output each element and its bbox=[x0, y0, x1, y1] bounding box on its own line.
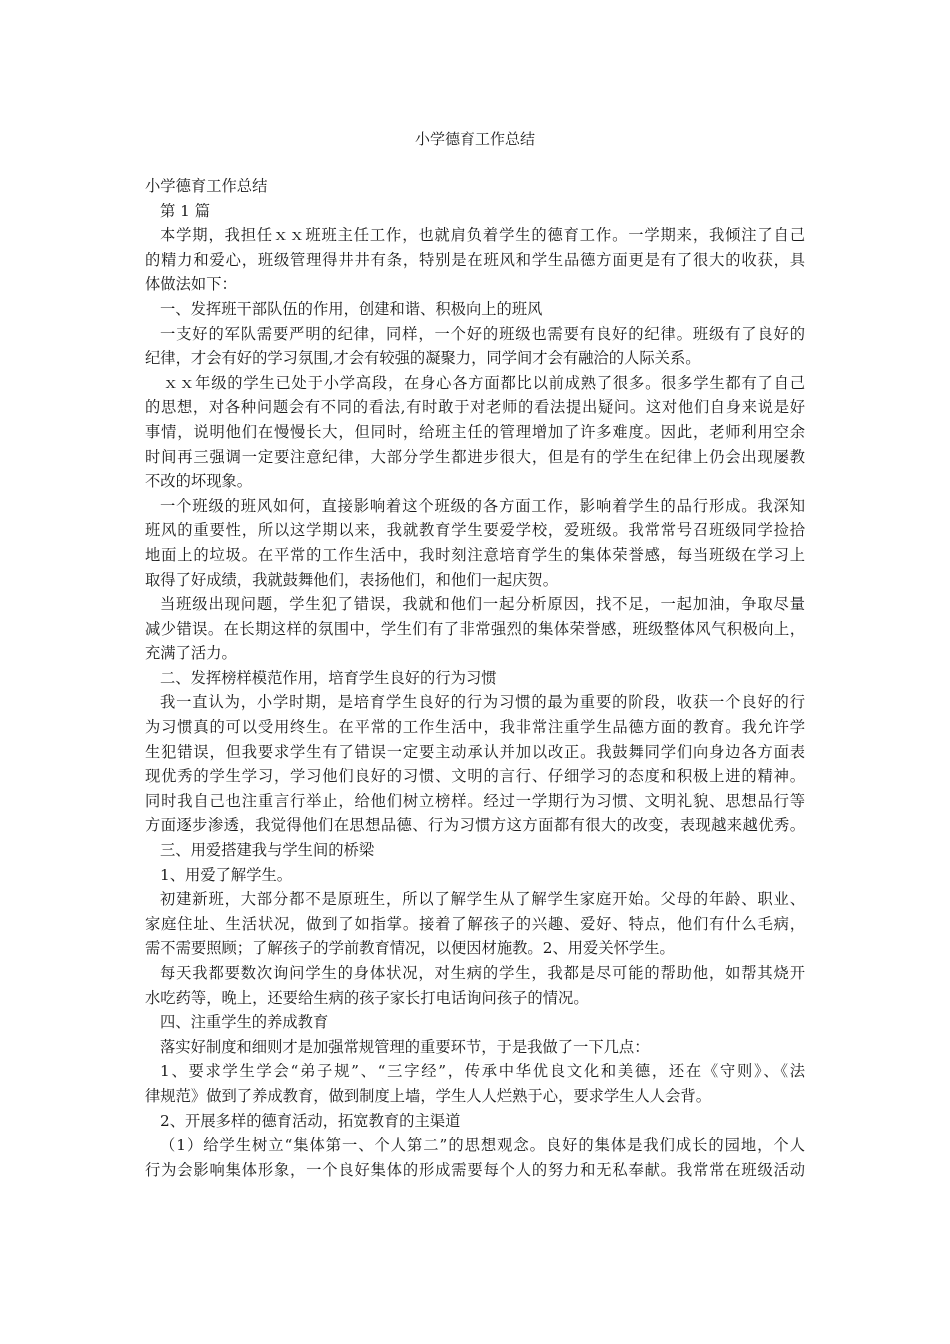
text-line: 的精力和爱心，班级管理得井井有条，特别是在班风和学生品德方面更是有了很大的收获，具 bbox=[145, 250, 805, 269]
text-line: 家庭住址、生活状况，做到了如指掌。接着了解孩子的兴趣、爱好、特点，他们有什么毛病， bbox=[145, 914, 805, 933]
text-line: （1）给学生树立“集体第一、个人第二”的思想观念。良好的集体是我们成长的园地，个人 bbox=[160, 1136, 805, 1155]
text-line: 落实好制度和细则才是加强常规管理的重要环节，于是我做了一下几点： bbox=[160, 1037, 650, 1056]
text-line: ｘｘ年级的学生已处于小学高段，在身心各方面都比以前成熟了很多。很多学生都有了自己 bbox=[163, 373, 805, 392]
text-line: 一支好的军队需要严明的纪律，同样，一个好的班级也需要有良好的纪律。班级有了良好的 bbox=[160, 324, 805, 343]
text-line: 不改的坏现象。 bbox=[145, 472, 253, 491]
text-line: 体做法如下： bbox=[145, 275, 237, 294]
text-line: 一个班级的班风如何，直接影响着这个班级的各方面工作，影响着学生的品行形成。我深知 bbox=[160, 496, 805, 515]
text-line: 1、要求学生学会“弟子规”、“三字经”，传承中华优良文化和美德，还在《守则》、《法 bbox=[160, 1062, 805, 1081]
text-line: 行为会影响集体形象，一个良好集体的形成需要每个人的努力和无私奉献。我常常在班级活动 bbox=[145, 1160, 805, 1179]
text-line: 水吃药等，晚上，还要给生病的孩子家长打电话询问孩子的情况。 bbox=[145, 988, 589, 1007]
text-line: 需不需要照顾；了解孩子的学前教育情况，以便因材施教。2、用爱关怀学生。 bbox=[145, 939, 675, 958]
text-line: 为习惯真的可以受用终生。在平常的工作生活中，我非常注重学生品德方面的教育。我允许学 bbox=[145, 718, 805, 737]
document-title: 小学德育工作总结 bbox=[414, 130, 535, 148]
text-line: 减少错误。在长期这样的氛围中，学生们有了非常强烈的集体荣誉感，班级整体风气积极向上， bbox=[145, 619, 805, 638]
text-line: 的思想，对各种问题会有不同的看法,有时敢于对老师的看法提出疑问。这对他们自身来说是好 bbox=[145, 398, 805, 417]
text-line: 律规范》做到了养成教育，做到制度上墙，学生人人烂熟于心，要求学生人人会背。 bbox=[145, 1086, 711, 1105]
text-line: 方面逐步渗透，我觉得他们在思想品德、行为习惯方这方面都有很大的改变，表现越来越优秀。 bbox=[145, 816, 805, 835]
text-line: 生犯错误，但我要求学生有了错误一定要主动承认并加以改正。我鼓舞同学们向身边各方面表 bbox=[145, 742, 805, 761]
text-line: 第 1 篇 bbox=[160, 201, 211, 220]
text-line: 时间再三强调一定要注意纪律，大部分学生都进步很大，但是有的学生在纪律上仍会出现屡教 bbox=[145, 447, 805, 466]
text-line: 纪律，才会有好的学习氛围,才会有较强的凝聚力，同学间才会有融洽的人际关系。 bbox=[145, 349, 701, 368]
text-line: 我一直认为，小学时期，是培育学生良好的行为习惯的最为重要的阶段，收获一个良好的行 bbox=[160, 693, 805, 712]
text-line: 本学期，我担任ｘｘ班班主任工作，也就肩负着学生的德育工作。一学期来，我倾注了自己 bbox=[160, 226, 805, 245]
section-heading: 二、发挥榜样模范作用，培育学生良好的行为习惯 bbox=[160, 668, 497, 687]
document-body bbox=[145, 174, 805, 1182]
text-line: 初建新班，大部分都不是原班生，所以了解学生从了解学生家庭开始。父母的年龄、职业、 bbox=[160, 890, 805, 909]
sub-heading: 1、用爱了解学生。 bbox=[160, 865, 293, 884]
sub-heading: 2、开展多样的德育活动，拓宽教育的主渠道 bbox=[160, 1111, 461, 1130]
text-line: 小学德育工作总结 bbox=[145, 177, 268, 195]
section-heading: 三、用爱搭建我与学生间的桥梁 bbox=[160, 841, 375, 860]
text-line: 地面上的垃圾。在平常的工作生活中，我时刻注意培育学生的集体荣誉感，每当班级在学习上 bbox=[145, 545, 805, 564]
text-line: 当班级出现问题，学生犯了错误，我就和他们一起分析原因，找不足，一起加油，争取尽量 bbox=[160, 595, 805, 614]
text-line: 充满了活力。 bbox=[145, 644, 237, 663]
text-line: 事情，说明他们在慢慢长大，但同时，给班主任的管理增加了许多难度。因此，老师利用空余 bbox=[145, 422, 805, 441]
section-heading: 一、发挥班干部队伍的作用，创建和谐、积极向上的班风 bbox=[160, 299, 543, 318]
text-line: 每天我都要数次询问学生的身体状况，对生病的学生，我都是尽可能的帮助他，如帮其烧开 bbox=[160, 964, 805, 982]
section-heading: 四、注重学生的养成教育 bbox=[160, 1013, 329, 1032]
text-line: 取得了好成绩，我就鼓舞他们，表扬他们，和他们一起庆贺。 bbox=[145, 570, 559, 589]
text-line: 同时我自己也注重言行举止，给他们树立榜样。经过一学期行为习惯、文明礼貌、思想品行等 bbox=[145, 791, 805, 810]
text-line: 现优秀的学生学习，学习他们良好的习惯、文明的言行、仔细学习的态度和积极上进的精神。 bbox=[145, 767, 805, 786]
text-line: 班风的重要性，所以这学期以来，我就教育学生要爱学校，爱班级。我常常号召班级同学捡拾 bbox=[145, 521, 805, 540]
